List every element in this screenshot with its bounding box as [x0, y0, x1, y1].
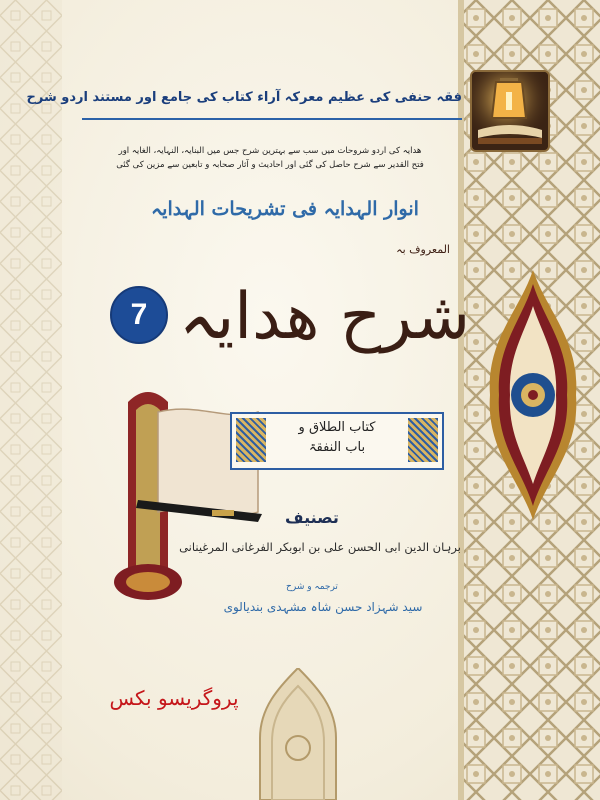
- left-lattice-pattern: [0, 0, 62, 800]
- known-as-label: المعروف بہ: [396, 243, 450, 256]
- book-section-line-2: باب النفقۃ: [308, 440, 366, 455]
- headline-divider: [82, 118, 462, 120]
- volume-number-badge: 7: [110, 286, 168, 344]
- book-section-line-1: کتاب الطلاق و: [298, 420, 376, 435]
- author-name: برہان الدین ابی الحسن علی بن ابوبکر الفرغانی المرغینانی: [179, 540, 461, 554]
- headline: فقہ حنفی کی عظیم معرکہ آراء کتاب کی جامع اور مستند اردو شرح: [26, 90, 462, 105]
- lantern-book-image: [470, 70, 550, 152]
- translation-label: ترجمہ و شرح: [286, 582, 338, 592]
- frame-ornament-left: [236, 418, 266, 462]
- frame-ornament-right: [408, 418, 438, 462]
- intro-text: [70, 144, 470, 172]
- series-title: انوار الہدایہ فی تشریحات الہدایہ: [151, 198, 419, 220]
- publisher-name: پروگریسو بکس: [109, 686, 239, 710]
- compiled-by-label: تصنیف: [285, 508, 339, 527]
- ornamental-medallion: [486, 270, 580, 520]
- intro-line-2: فتح القدیر سے شرح حاصل کی گئی اور احادیث و آثار صحابہ و تابعین سے مزین کی گئی: [116, 160, 424, 170]
- book-section-frame: [230, 412, 444, 470]
- lower-arch-ornament: [258, 668, 338, 800]
- translator-name: سید شہزاد حسن شاہ مشہدی بندیالوی: [223, 600, 423, 614]
- intro-line-1: ھدایہ کی اردو شروحات میں سب سے بہترین شرح جس میں البنایہ، النہایہ، الغایہ اور: [118, 146, 422, 156]
- main-title: شرح ھدایہ: [178, 280, 470, 354]
